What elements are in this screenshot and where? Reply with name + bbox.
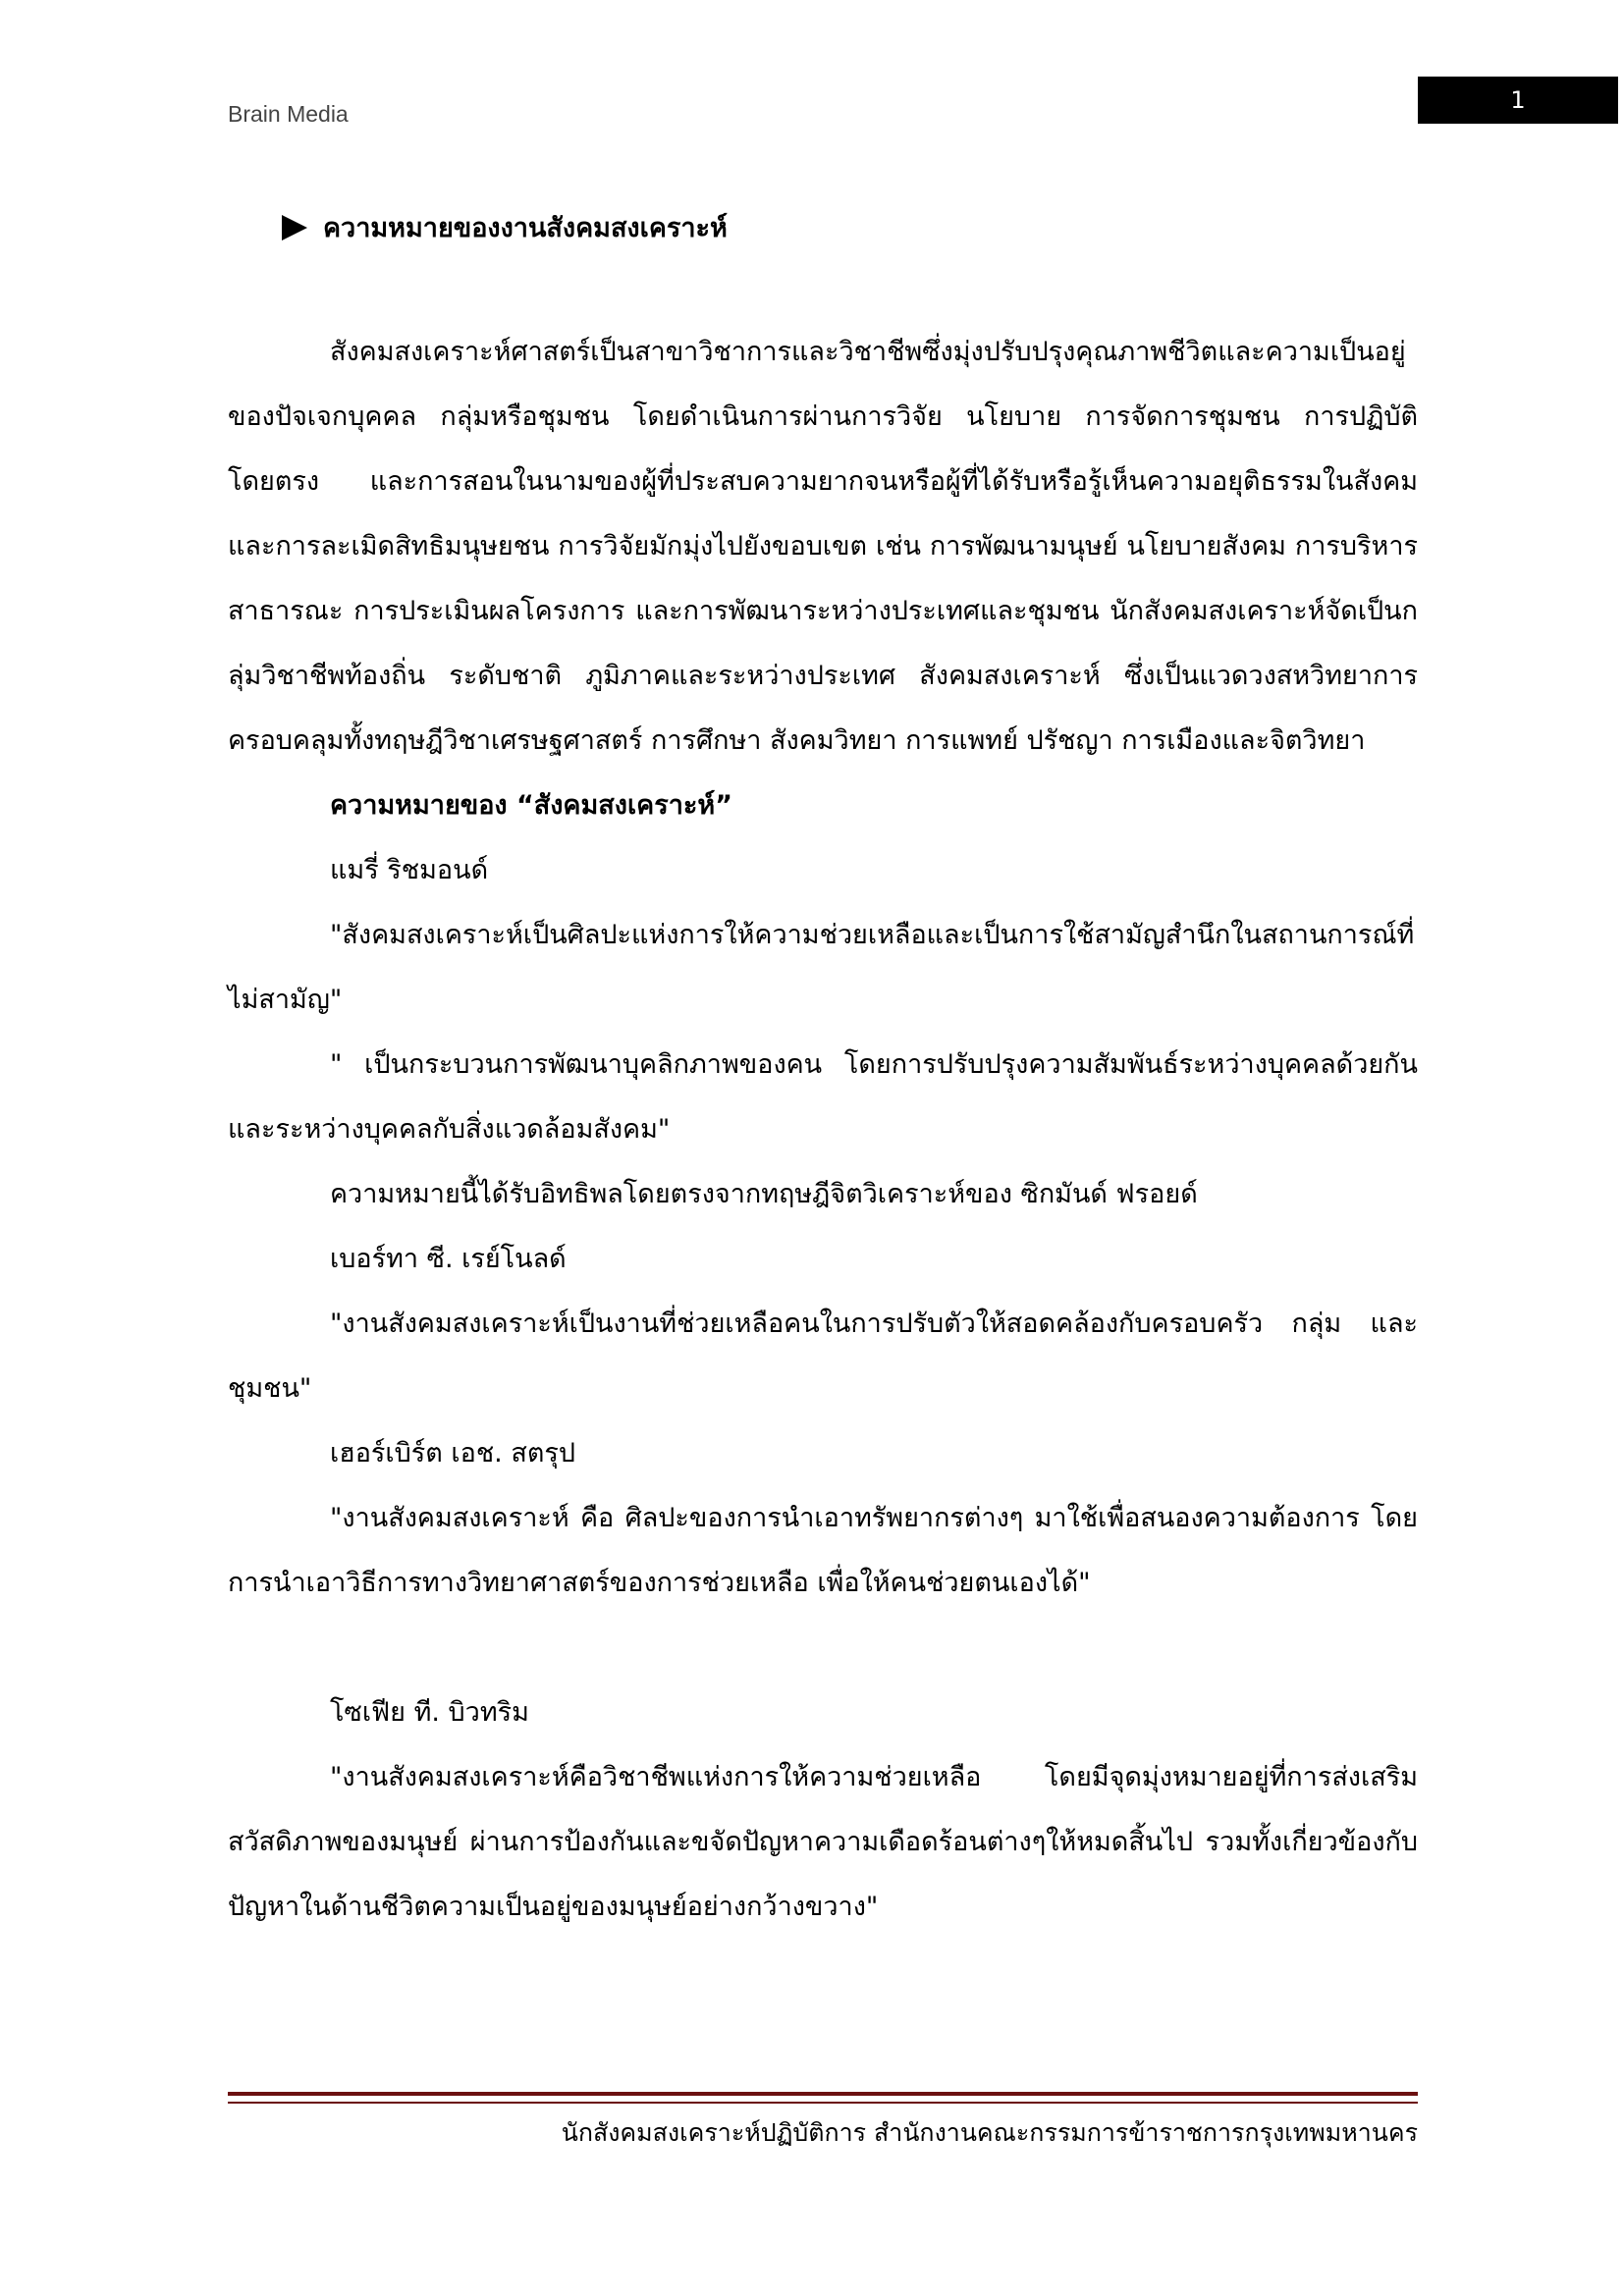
arrow-bullet-icon (282, 215, 307, 240)
intro-paragraph: สังคมสงเคราะห์ศาสตร์เป็นสาขาวิชาการและวิชาชีพซึ่งมุ่งปรับปรุงคุณภาพชีวิตและความเป็นอยู่ของปัจเจกบุคคล กลุ่มหรือชุมชน โดยดำเนินการผ่านการวิจัย นโยบาย การจัดการชุมชน การปฏิบัติโดยตรง และการสอนในนามของผู้ที่ประสบความยากจนหรือผู้ที่ได้รับหรือรู้เห็นความอยุติธรรมในสังคมและการละเมิดสิทธิมนุษยชน การวิจัยมักมุ่งไปยังขอบเขต เช่น การพัฒนามนุษย์ นโยบายสังคม การบริหารสาธารณะ การประเมินผลโครงการ และการพัฒนาระหว่างประเทศและชุมชน นักสังคมสงเคราะห์จัดเป็นกลุ่มวิชาชีพท้องถิ่น ระดับชาติ ภูมิภาคและระหว่างประเทศ สังคมสงเคราะห์ ซึ่งเป็นแวดวงสหวิทยาการ ครอบคลุมทั้งทฤษฎีวิชาเศรษฐศาสตร์ การศึกษา สังคมวิทยา การแพทย์ ปรัชญา การเมืองและจิตวิทยา (228, 337, 1418, 756)
footer-text: นักสังคมสงเคราะห์ปฏิบัติการ สำนักงานคณะกรรมการข้าราชการกรุงเทพมหานคร (561, 2118, 1418, 2147)
section-heading (282, 206, 728, 248)
definition-author: เฮอร์เบิร์ต เอช. สตรุป (330, 1438, 576, 1468)
definition-quote: "งานสังคมสงเคราะห์เป็นงานที่ช่วยเหลือคนในการปรับตัวให้สอดคล้องกับครอบครัว กลุ่ม และชุมชน" (228, 1308, 1418, 1404)
definition-note: ความหมายนี้ได้รับอิทธิพลโดยตรงจากทฤษฎีจิตวิเคราะห์ของ ซิกมันด์ ฟรอยด์ (330, 1179, 1198, 1209)
definition-author: โซเฟีย ที. บิวทริม (330, 1697, 529, 1728)
page-number: 1 (1418, 77, 1618, 124)
paragraph-spacer (228, 1616, 1418, 1681)
definition-quote: " เป็นกระบวนการพัฒนาบุคลิกภาพของคน โดยการปรับปรุงความสัมพันธ์ระหว่างบุคคลด้วยกันและระหว่างบุคคลกับสิ่งแวดล้อมสังคม" (228, 1049, 1418, 1145)
definition-quote: "สังคมสงเคราะห์เป็นศิลปะแห่งการให้ความช่วยเหลือและเป็นการใช้สามัญสำนึกในสถานการณ์ที่ไม่สามัญ" (228, 920, 1415, 1015)
brand-name: Brain Media (228, 101, 349, 127)
document-body (228, 320, 1418, 1940)
definition-author: เบอร์ทา ซี. เรย์โนลด์ (330, 1244, 567, 1274)
definition-quote: "งานสังคมสงเคราะห์คือวิชาชีพแห่งการให้ความช่วยเหลือ โดยมีจุดมุ่งหมายอยู่ที่การส่งเสริมสวัสดิภาพของมนุษย์ ผ่านการป้องกันและขจัดปัญหาความเดือดร้อนต่างๆให้หมดสิ้นไป รวมทั้งเกี่ยวข้องกับปัญหาในด้านชีวิตความเป็นอยู่ของมนุษย์อย่างกว้างขวาง" (228, 1762, 1418, 1922)
section-heading-text: ความหมายของงานสังคมสงเคราะห์ (323, 213, 728, 243)
footer-divider (228, 2092, 1418, 2104)
definitions-heading: ความหมายของ “สังคมสงเคราะห์” (330, 790, 732, 821)
definition-author: แมรี่ ริชมอนด์ (330, 855, 489, 885)
definition-quote: "งานสังคมสงเคราะห์ คือ ศิลปะของการนำเอาทรัพยากรต่างๆ มาใช้เพื่อสนองความต้องการ โดยการนำเอาวิธีการทางวิทยาศาสตร์ของการช่วยเหลือ เพื่อให้คนช่วยตนเองได้" (228, 1503, 1418, 1598)
